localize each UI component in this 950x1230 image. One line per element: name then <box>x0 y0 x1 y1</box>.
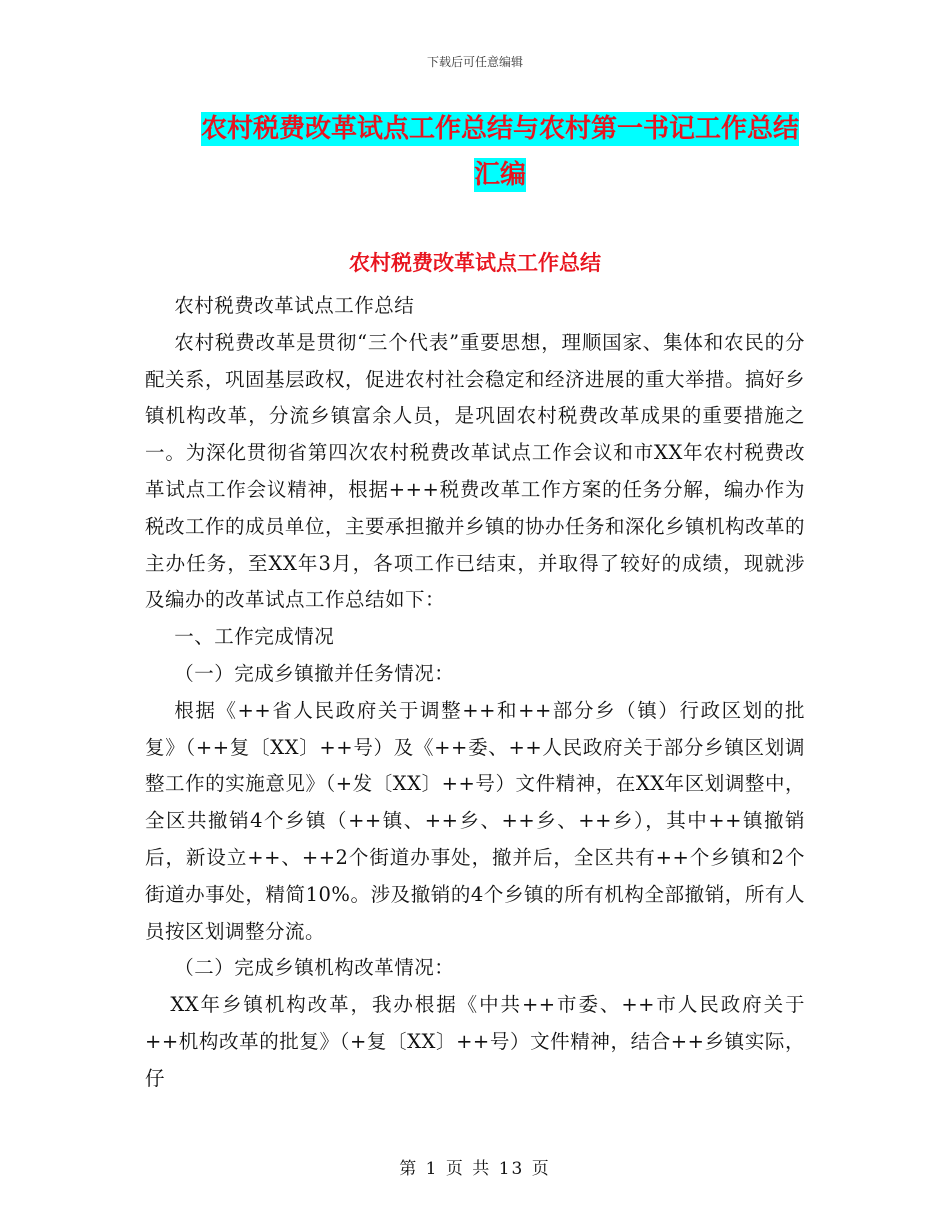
body-subheading-1: （一）完成乡镇撤并任务情况： <box>174 661 455 685</box>
body-paragraph-heading: 农村税费改革试点工作总结 <box>174 294 415 317</box>
body-paragraph: 根据《++省人民政府关于调整++和++部分乡（镇）行政区划的批复》（++复〔XX〕++号）及《++委、++人民政府关于部分乡镇区划调整工作的实施意见》（+发〔XX〕++号）文件精神，在XX年区划调整中，全区共撤销4个乡镇（++镇、++乡、++乡、++乡），其中++镇撤销后，新设立++、++2个街道办事处，撤并后，全区共有++个乡镇和2个街道办事处，精简10%。涉及撤销的4个乡镇的所有机构全部撤销，所有人员按区划调整分流。 <box>145 698 805 943</box>
page-header-note: 下载后可任意编辑 <box>426 55 523 69</box>
document-title-line2: 汇编 <box>473 160 526 190</box>
body-subheading-2: （二）完成乡镇机构改革情况： <box>174 956 455 980</box>
document-title <box>140 106 860 198</box>
document-body <box>145 288 805 1098</box>
page-footer: 第 1 页 共 13 页 <box>399 1159 551 1179</box>
section-title: 农村税费改革试点工作总结 <box>349 251 601 275</box>
body-paragraph: 农村税费改革是贯彻“三个代表”重要思想，理顺国家、集体和农民的分配关系，巩固基层政权，促进农村社会稳定和经济进展的重大举措。搞好乡镇机构改革，分流乡镇富余人员，是巩固农村税费改革成果的重要措施之一。为深化贯彻省第四次农村税费改革试点工作会议和市XX年农村税费改革试点工作会议精神，根据+++税费改革工作方案的任务分解，编办作为税改工作的成员单位，主要承担撤并乡镇的协办任务和深化乡镇机构改革的主办任务，至XX年3月，各项工作已结束，并取得了较好的成绩，现就涉及编办的改革试点工作总结如下： <box>145 330 806 612</box>
document-title-line1: 农村税费改革试点工作总结与农村第一书记工作总结 <box>200 114 799 144</box>
body-paragraph: XX年乡镇机构改革，我办根据《中共++市委、++市人民政府关于++机构改革的批复》（+复〔XX〕++号）文件精神，结合++乡镇实际，仔 <box>145 993 805 1090</box>
body-heading-1: 一、工作完成情况 <box>174 625 335 649</box>
